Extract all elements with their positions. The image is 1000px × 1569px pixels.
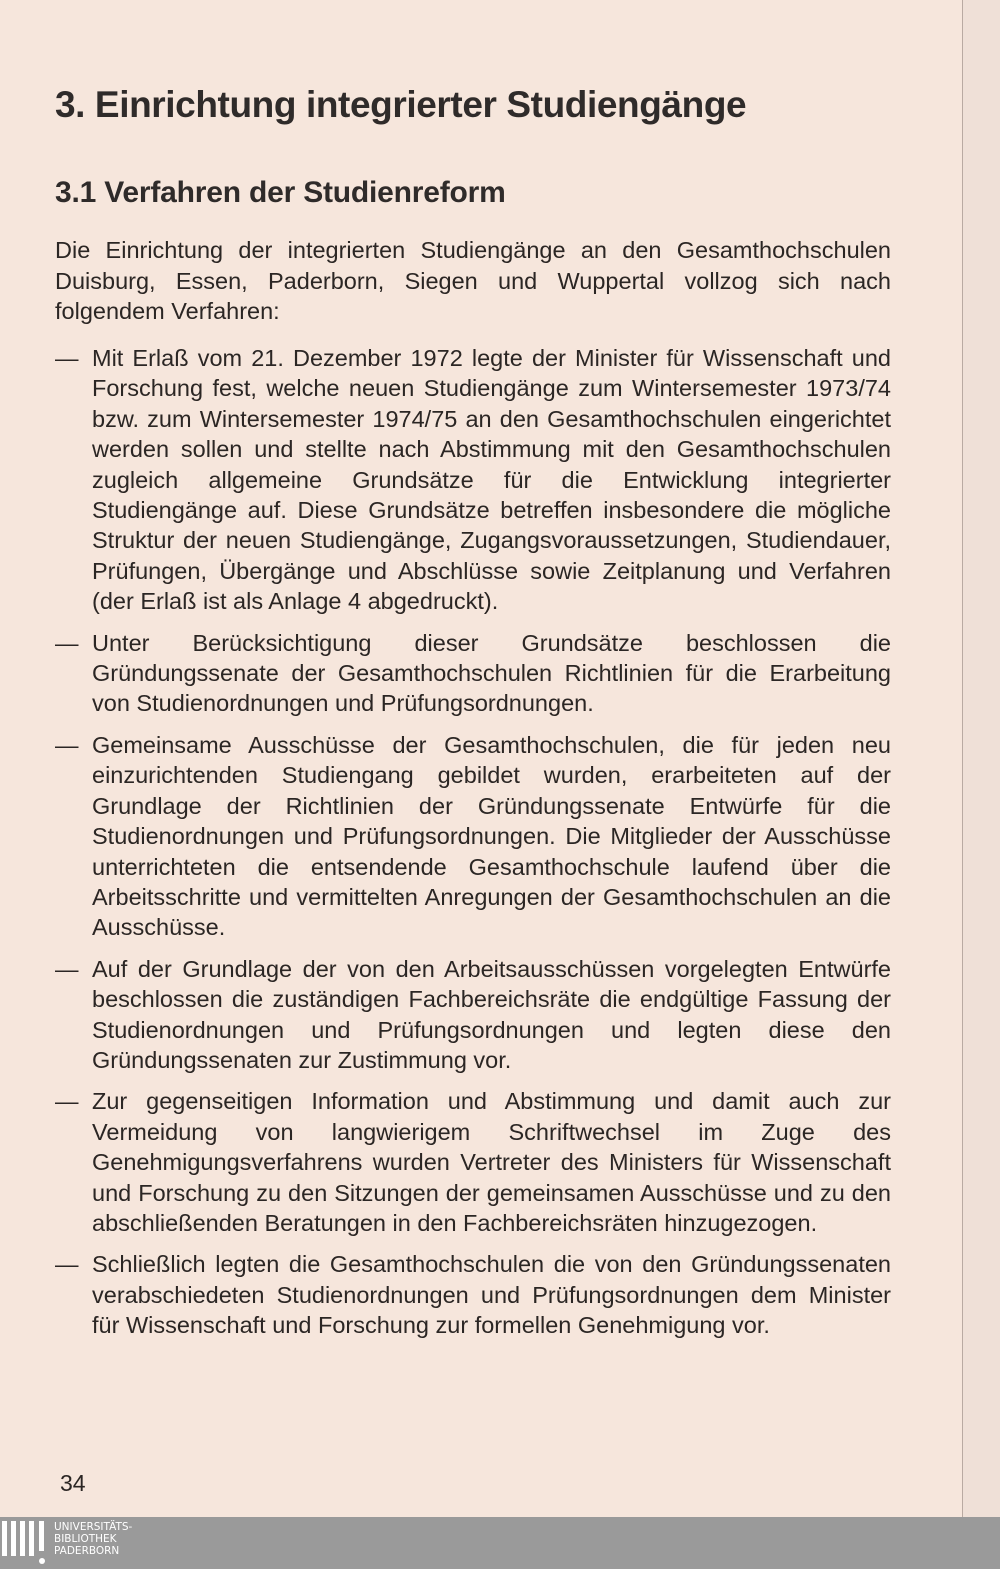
list-item-text: Gemeinsame Ausschüsse der Gesamthochschulen, die für jeden neu einzurichtenden Studiengang gebildet wurden, erarbeiteten auf der Grundlage der Richtlinien der Gründungssenate Entwürfe für die Studienordnungen und Prüfungsordnungen. Die Mitglieder der Ausschüsse unterrichteten die entsendende Gesamthochschule laufend über die Arbeitsschritte und vermittelten Anregungen der Gesamthochschulen an die Ausschüsse. [92, 731, 891, 941]
intro-paragraph: Die Einrichtung der integrierten Studiengänge an den Gesamthochschulen Duisburg, Essen, Paderborn, Siegen und Wuppertal vollzog sich nach folgendem Verfahren: [55, 237, 891, 325]
list-item [55, 730, 891, 943]
dash-marker: — [55, 955, 79, 982]
library-logo-icon [2, 1521, 52, 1565]
logo-dot [39, 1558, 45, 1564]
list-item-text: Unter Berücksichtigung dieser Grundsätze beschlossen die Gründungssenate der Gesamthochschulen Richtlinien für die Erarbeitung von Studienordnungen und Prüfungsordnungen. [92, 629, 891, 717]
page-edge-margin [963, 0, 1000, 1517]
section-title: 3.1 Verfahren der Studienreform [55, 176, 506, 209]
procedure-list [55, 343, 891, 1352]
library-name [54, 1521, 132, 1557]
list-item [55, 343, 891, 617]
list-item [55, 628, 891, 719]
list-item-text: Schließlich legten die Gesamthochschulen die von den Gründungssenaten verabschiedeten Studienordnungen und Prüfungsordnungen dem Minister für Wissenschaft und Forschung zur formellen Genehmigung vor. [92, 1251, 891, 1339]
list-item-text: Zur gegenseitigen Information und Abstimmung und damit auch zur Vermeidung von langwierigem Schriftwechsel im Zuge des Genehmigungsverfahrens wurden Vertreter des Ministers für Wissenschaft und Forschung zu den Sitzungen der gemeinsamen Ausschüsse und zu den abschließenden Beratungen in den Fachbereichsräten hinzugezogen. [92, 1088, 891, 1236]
logo-bar [11, 1521, 16, 1556]
library-name-line: BIBLIOTHEK [54, 1533, 117, 1545]
logo-bar [20, 1521, 25, 1556]
list-item [55, 1086, 891, 1238]
dash-marker: — [55, 1088, 79, 1115]
logo-bar [39, 1521, 44, 1551]
chapter-title: 3. Einrichtung integrierter Studiengänge [55, 84, 747, 125]
list-item-text: Auf der Grundlage der von den Arbeitsausschüssen vorgelegten Entwürfe beschlossen die zuständigen Fachbereichsräte die endgültige Fassung der Studienordnungen und Prüfungsordnungen und legten diese den Gründungssenaten zur Zustimmung vor. [92, 955, 891, 1073]
logo-bar [2, 1521, 7, 1556]
logo-bar [29, 1521, 34, 1556]
dash-marker: — [55, 345, 79, 371]
dash-marker: — [55, 731, 79, 758]
list-item [55, 1249, 891, 1340]
library-name-line: UNIVERSITÄTS- [54, 1521, 133, 1533]
dash-marker: — [55, 629, 79, 656]
library-name-line: PADERBORN [54, 1545, 120, 1557]
list-item-text: Mit Erlaß vom 21. Dezember 1972 legte der Minister für Wissenschaft und Forschung fest, welche neuen Studiengänge zum Wintersemester 1973/74 bzw. zum Wintersemester 1974/75 an den Gesamthochschulen eingerichtet werden sollen und stellte nach Abstimmung mit den Gesamthochschulen zugleich allgemeine Grundsätze für die Entwicklung integrierter Studiengänge auf. Diese Grundsätze betreffen insbesondere die mögliche Struktur der neuen Studiengänge, Zugangsvoraussetzungen, Studiendauer, Prüfungen, Übergänge und Abschlüsse sowie Zeitplanung und Verfahren (der Erlaß ist als Anlage 4 abgedruckt). [92, 345, 891, 615]
page-number: 34 [60, 1470, 86, 1496]
dash-marker: — [55, 1251, 79, 1278]
list-item [55, 954, 891, 1076]
library-footer [0, 1517, 1000, 1569]
